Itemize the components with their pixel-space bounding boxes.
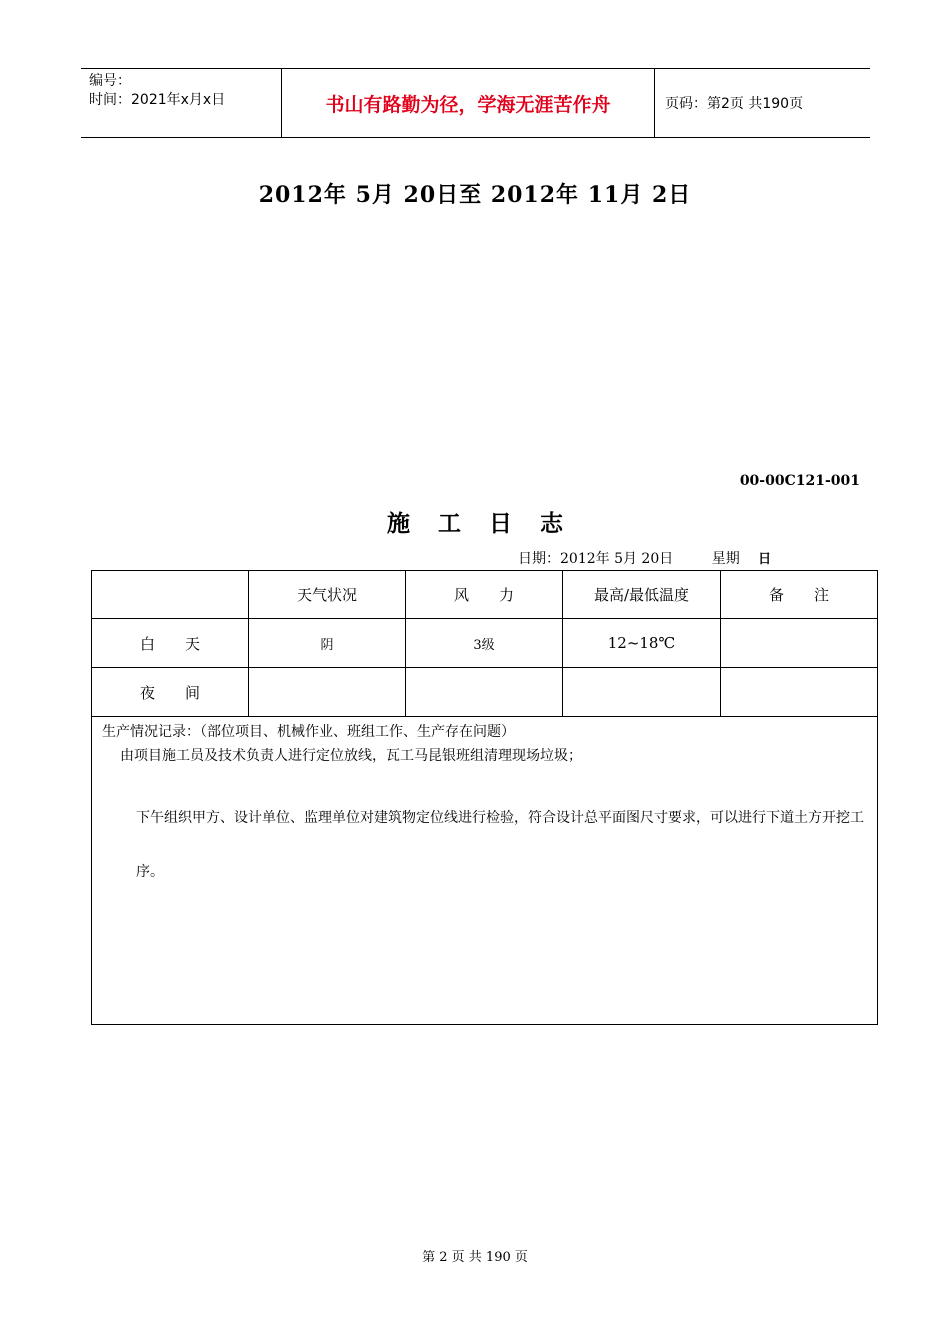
header-motto: 书山有路勤为径，学海无涯苦作舟 xyxy=(281,69,655,137)
header-cell xyxy=(92,571,249,618)
weekday-label: 星期 xyxy=(711,551,740,567)
weekday-value: 日 xyxy=(758,552,772,567)
page-title xyxy=(0,505,950,538)
table-header-row xyxy=(92,571,877,619)
table-row xyxy=(92,668,877,717)
remark-cell xyxy=(721,668,877,716)
header-cell: 最高/最低温度 xyxy=(563,571,721,618)
temperature-cell: 12~18℃ xyxy=(563,619,721,667)
row-label: 夜 间 xyxy=(92,668,249,716)
weather-cell xyxy=(249,668,406,716)
temperature-cell xyxy=(563,668,721,716)
production-label: 生产情况记录：（部位项目、机械作业、班组工作、生产存在问题） xyxy=(102,724,515,740)
title-char: 志 xyxy=(540,511,564,537)
weather-cell: 阴 xyxy=(249,619,406,667)
remark-cell xyxy=(721,619,877,667)
header-cell: 备 注 xyxy=(768,586,829,604)
title-char: 日 xyxy=(489,511,512,537)
title-char: 工 xyxy=(437,511,461,537)
date-line xyxy=(518,548,771,568)
table-row xyxy=(92,619,877,668)
production-record xyxy=(92,717,877,903)
header-cell: 天气状况 xyxy=(249,571,406,618)
header-page-info: 页码：第2页 共190页 xyxy=(665,96,804,112)
title-char: 施 xyxy=(386,511,410,537)
document-header xyxy=(81,68,870,138)
row-label: 白 天 xyxy=(92,619,249,667)
log-date: 日期：2012年 5月 20日 xyxy=(518,551,674,567)
date-range: 2012年 5月 20日至 2012年 11月 2日 xyxy=(258,182,692,208)
wind-cell xyxy=(406,668,563,716)
number-label: 编号： xyxy=(89,73,131,89)
header-cell: 风 力 xyxy=(406,571,563,618)
header-meta xyxy=(81,69,281,137)
production-paragraph: 由项目施工员及技术负责人进行定位放线，瓦工马昆银班组清理现场垃圾； xyxy=(120,748,582,764)
page-footer: 第 2 页 共 190 页 xyxy=(422,1250,528,1265)
doc-code: 00-00C121-001 xyxy=(739,473,860,489)
production-paragraph: 下午组织甲方、设计单位、监理单位对建筑物定位线进行检验，符合设计总平面图尺寸要求，可以进行下道土方开挖工序。 xyxy=(136,810,864,880)
construction-log-table xyxy=(91,570,878,1025)
wind-cell: 3级 xyxy=(406,619,563,667)
time-label: 时间：2021年x月x日 xyxy=(89,92,226,108)
